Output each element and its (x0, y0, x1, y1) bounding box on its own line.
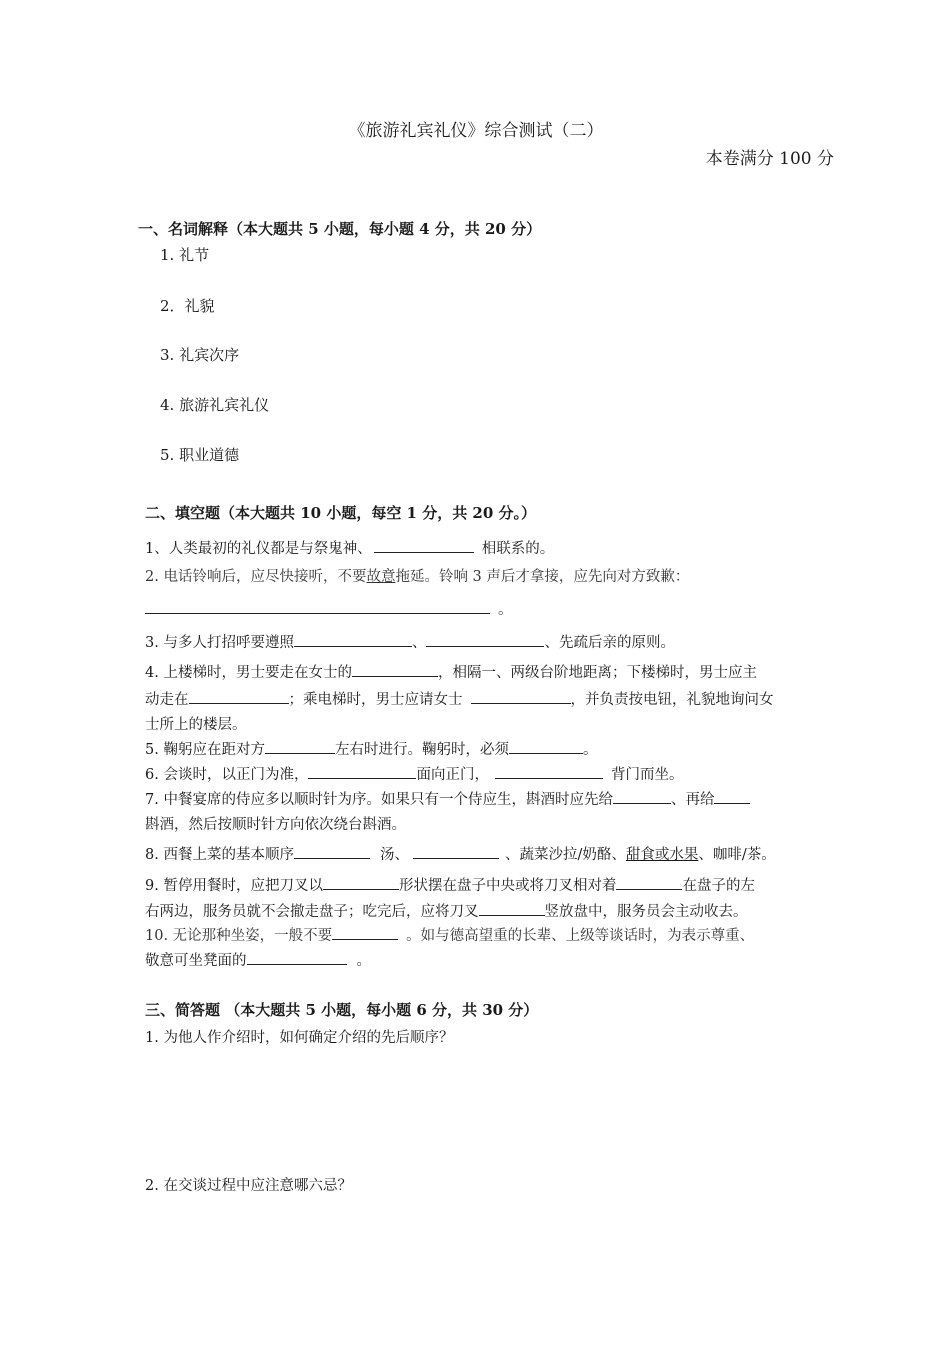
fill-q2 (145, 565, 689, 586)
q5-blank-1[interactable] (265, 738, 335, 754)
q5-text-a: 5. 鞠躬应在距对方 (145, 742, 265, 758)
q3-text-b: 、先疏后亲的原则。 (544, 635, 675, 651)
s3-question-2: 2. 在交谈过程中应注意哪六忌？ (145, 1178, 352, 1194)
q10-text-a: 10. 无论那种坐姿，一般不要 (145, 928, 333, 944)
q5-end: 。 (582, 742, 598, 758)
s1-item-1: 1. 礼节 (160, 246, 210, 264)
q4-blank-2[interactable] (189, 688, 289, 704)
q10-text-b: 。如与德高望重的长辈、上级等谈话时，为表示尊重、 (406, 928, 755, 944)
fill-q6 (145, 763, 683, 784)
q9-text-d: 右两边，服务员就不会撤走盘子；吃完后，应将刀叉 (145, 904, 479, 920)
q2-text-b: 拖延。铃响 3 声后才拿接，应先向对方致歉： (395, 569, 690, 585)
q10-blank-1[interactable] (332, 924, 398, 940)
q6-blank-1[interactable] (308, 763, 416, 779)
q4-text-a: 4. 上楼梯时，男士要走在女士的 (145, 665, 352, 681)
s3-question-1: 1. 为他人作介绍时，如何确定介绍的先后顺序？ (145, 1030, 454, 1046)
q8-text-b: 汤、 (379, 847, 409, 863)
fill-q4-line3: 士所上的楼层。 (145, 717, 247, 733)
fill-q5 (145, 738, 597, 759)
fill-q1 (145, 537, 554, 558)
fill-q8 (145, 843, 776, 864)
q4-text-c: 动走在 (145, 692, 189, 708)
q8-text-d: 、咖啡/茶。 (698, 847, 776, 863)
q2-underlined: 故意 (366, 569, 396, 585)
q9-blank-3[interactable] (479, 900, 545, 916)
q6-text-b: 面向正门， (416, 767, 489, 783)
full-score: 本卷满分 100 分 (705, 149, 834, 169)
q2-text-a: 2. 电话铃响后，应尽快接听，不要 (145, 569, 367, 585)
q9-text-b: 形状摆在盘子中央或将刀叉相对着 (398, 878, 617, 894)
q7-text-a: 7. 中餐宴席的侍应多以顺时针为序。如果只有一个侍应生，斟酒时应先给 (145, 792, 613, 808)
fill-q3 (145, 631, 675, 652)
q9-blank-1[interactable] (323, 874, 399, 890)
q8-text-a: 8. 西餐上菜的基本顺序 (145, 847, 294, 863)
fill-q7-line2: 斟酒，然后按顺时针方向依次绕台斟酒。 (145, 817, 406, 833)
q8-blank-1[interactable] (294, 843, 370, 859)
q6-text-c: 背门而坐。 (610, 767, 684, 783)
q5-blank-2[interactable] (509, 738, 583, 754)
s1-item-2: 2．礼貌 (160, 297, 215, 315)
q1-blank-1[interactable] (374, 537, 474, 553)
q9-text-a: 9. 暂停用餐时，应把刀叉以 (145, 878, 323, 894)
q6-text-a: 6. 会谈时，以正门为准， (145, 767, 309, 783)
q8-underlined: 甜食或水果 (625, 847, 699, 863)
q10-text-c: 敬意可坐凳面的 (145, 953, 247, 969)
q4-text-e: ，并负责按电钮，礼貌地询问女 (570, 692, 774, 708)
fill-q7-line1 (145, 788, 750, 809)
q10-end: 。 (356, 953, 371, 969)
fill-q4-line2 (145, 688, 774, 709)
q3-text-a: 3. 与多人打招呼要遵照 (145, 635, 294, 651)
q1-text-a: 1、人类最初的礼仪都是与祭鬼神、 (145, 541, 372, 557)
q6-blank-2[interactable] (495, 763, 603, 779)
q2-end: 。 (498, 602, 513, 618)
q9-blank-2[interactable] (616, 874, 682, 890)
q3-sep: 、 (411, 635, 427, 651)
q8-blank-2[interactable] (413, 843, 499, 859)
q10-blank-2[interactable] (247, 949, 347, 965)
q4-text-b: ，相隔一、两级台阶地距离；下楼梯时，男士应主 (437, 665, 757, 681)
fill-q9-line1 (145, 874, 755, 895)
s1-item-5: 5. 职业道德 (160, 446, 240, 464)
q9-text-c: 在盘子的左 (682, 878, 755, 894)
s1-item-3: 3. 礼宾次序 (160, 346, 240, 364)
fill-q4-line1 (145, 661, 757, 682)
q1-text-b: 相联系的。 (481, 541, 555, 557)
q7-blank-1[interactable] (613, 788, 671, 804)
q8-text-c: 、蔬菜沙拉/奶酪、 (504, 847, 626, 863)
q9-text-e: 竖放盘中，服务员会主动收去。 (544, 904, 748, 920)
fill-q9-line2 (145, 900, 748, 921)
fill-q10-line1 (145, 924, 754, 945)
section2-heading: 二、填空题（本大题共 10 小题，每空 1 分，共 20 分。） (145, 504, 537, 522)
section1-heading: 一、名词解释（本大题共 5 小题，每小题 4 分，共 20 分） (138, 220, 542, 238)
q3-blank-1[interactable] (294, 631, 412, 647)
fill-q10-line2 (145, 949, 371, 970)
q2-blank-1[interactable] (145, 598, 490, 614)
q7-sep: 、再给 (670, 792, 715, 808)
q7-blank-2[interactable] (714, 788, 750, 804)
document-title: 《旅游礼宾礼仪》综合测试（二） (348, 121, 604, 141)
s1-item-4: 4. 旅游礼宾礼仪 (160, 396, 270, 414)
section3-heading: 三、简答题 （本大题共 5 小题，每小题 6 分，共 30 分） (145, 1001, 539, 1019)
q4-blank-3[interactable] (471, 688, 571, 704)
q3-blank-2[interactable] (426, 631, 544, 647)
fill-q2-answer-line (145, 598, 513, 619)
q4-text-d: ；乘电梯时，男士应请女士 (288, 692, 463, 708)
q4-blank-1[interactable] (352, 661, 438, 677)
q5-text-b: 左右时进行。鞠躬时，必须 (334, 742, 509, 758)
